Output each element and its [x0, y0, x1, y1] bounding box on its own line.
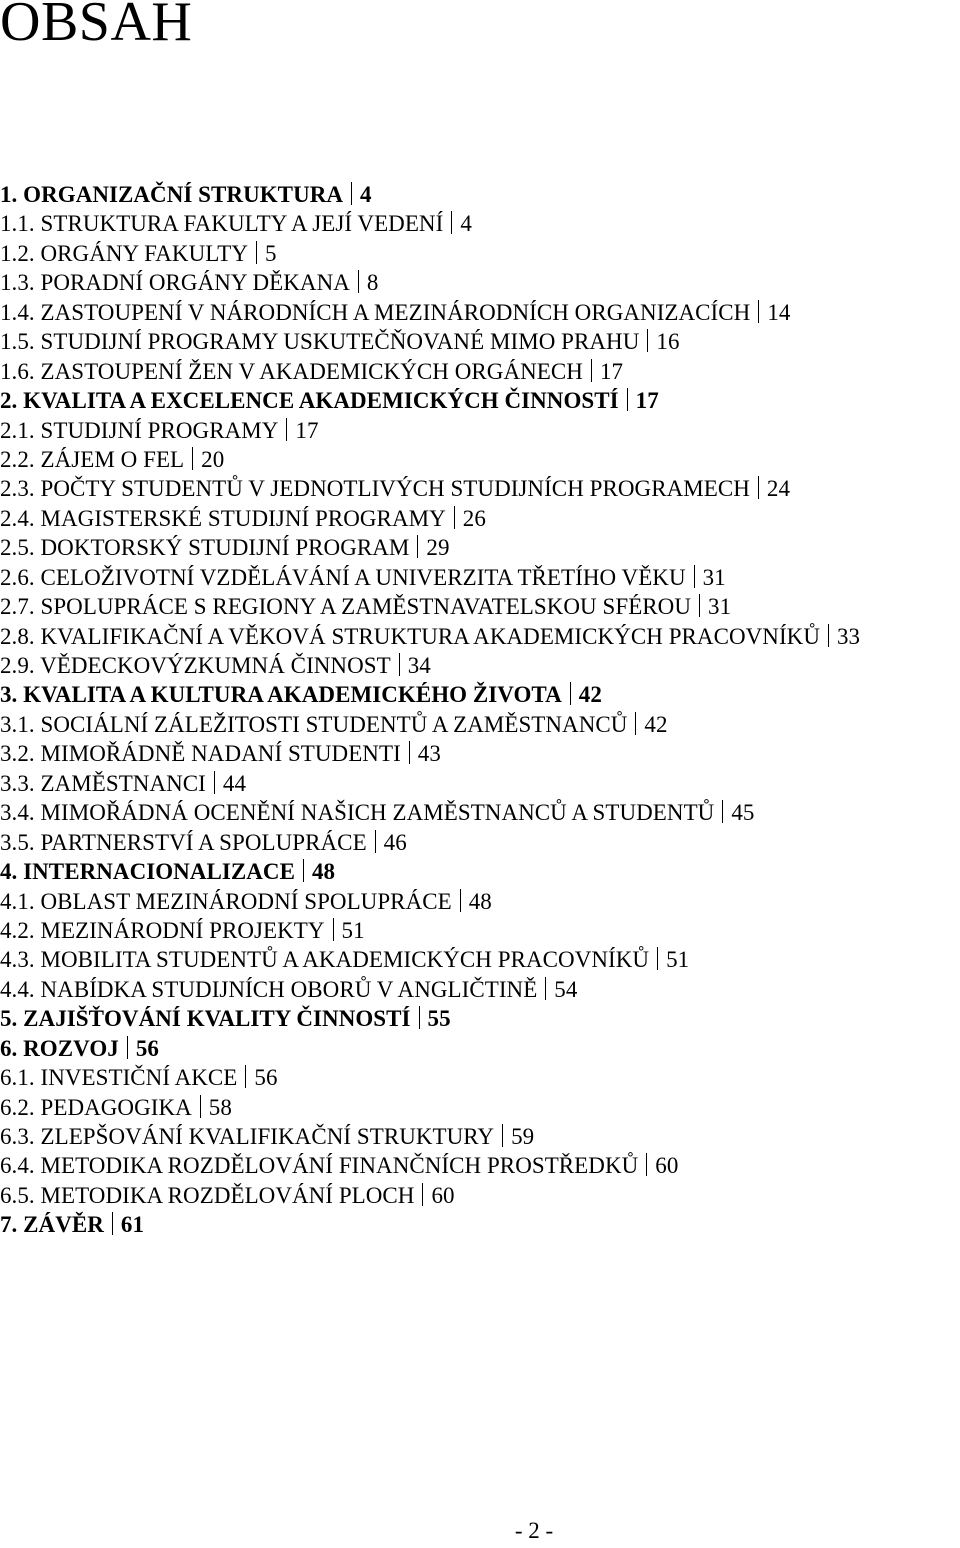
- toc-section-entry[interactable]: [0, 268, 960, 297]
- toc-section-entry[interactable]: [0, 798, 960, 827]
- table-of-contents: [0, 180, 960, 1240]
- toc-page-number: 17: [635, 388, 659, 414]
- toc-separator: [646, 1153, 647, 1176]
- toc-separator: [112, 1212, 113, 1235]
- toc-entry-label: 3.2. MIMOŘÁDNĚ NADANÍ STUDENTI: [0, 741, 401, 767]
- toc-entry-label: 4. INTERNACIONALIZACE: [0, 859, 295, 885]
- toc-entry-label: 1.2. ORGÁNY FAKULTY: [0, 240, 248, 266]
- toc-section-entry[interactable]: [0, 1063, 960, 1092]
- toc-separator: [502, 1124, 503, 1147]
- toc-page-number: 4: [460, 211, 472, 237]
- toc-separator: [214, 771, 215, 794]
- toc-separator: [828, 624, 829, 647]
- toc-page-number: 31: [708, 594, 732, 620]
- toc-entry-label: 7. ZÁVĚR: [0, 1212, 104, 1238]
- toc-section-entry[interactable]: [0, 622, 960, 651]
- toc-entry-label: 2.9. VĚDECKOVÝZKUMNÁ ČINNOST: [0, 653, 391, 678]
- toc-entry-label: 2.4. MAGISTERSKÉ STUDIJNÍ PROGRAMY: [0, 505, 446, 531]
- toc-section-entry[interactable]: [0, 1181, 960, 1210]
- toc-entry-label: 2. KVALITA A EXCELENCE AKADEMICKÝCH ČINNOSTÍ: [0, 388, 619, 414]
- toc-page-number: 42: [644, 711, 668, 737]
- toc-entry-label: 4.2. MEZINÁRODNÍ PROJEKTY: [0, 917, 325, 943]
- toc-section-entry[interactable]: [0, 1093, 960, 1122]
- toc-separator: [422, 1183, 423, 1206]
- toc-entry-label: 3.5. PARTNERSTVÍ A SPOLUPRÁCE: [0, 829, 367, 855]
- toc-separator: [694, 565, 695, 588]
- toc-page-number: 45: [731, 800, 755, 826]
- toc-separator: [303, 859, 304, 882]
- toc-section-entry[interactable]: [0, 239, 960, 268]
- toc-page-number: 14: [767, 299, 791, 325]
- toc-entry-label: 4.3. MOBILITA STUDENTŮ A AKADEMICKÝCH PRACOVNÍKŮ: [0, 947, 650, 973]
- toc-entry-label: 2.2. ZÁJEM O FEL: [0, 446, 185, 472]
- toc-separator: [758, 300, 759, 323]
- toc-section-entry[interactable]: [0, 533, 960, 562]
- toc-chapter-entry[interactable]: [0, 1004, 960, 1033]
- toc-separator: [657, 947, 658, 970]
- toc-entry-label: 1.1. STRUKTURA FAKULTY A JEJÍ VEDENÍ: [0, 211, 444, 237]
- toc-section-entry[interactable]: [0, 769, 960, 798]
- toc-entry-label: 6.2. PEDAGOGIKA: [0, 1094, 192, 1120]
- toc-entry-label: 6.3. ZLEPŠOVÁNÍ KVALIFIKAČNÍ STRUKTURY: [0, 1124, 495, 1149]
- toc-section-entry[interactable]: [0, 828, 960, 857]
- toc-separator: [409, 741, 410, 764]
- toc-separator: [333, 918, 334, 941]
- toc-entry-label: 2.5. DOKTORSKÝ STUDIJNÍ PROGRAM: [0, 535, 410, 561]
- toc-chapter-entry[interactable]: [0, 386, 960, 415]
- toc-page-number: 16: [656, 329, 680, 355]
- toc-page-number: 17: [295, 417, 319, 443]
- toc-section-entry[interactable]: [0, 209, 960, 238]
- toc-separator: [454, 506, 455, 529]
- page-title: OBSAH: [0, 0, 193, 53]
- toc-page-number: 34: [407, 653, 431, 678]
- toc-entry-label: 1.5. STUDIJNÍ PROGRAMY USKUTEČŇOVANÉ MIMO PRAHU: [0, 329, 640, 355]
- toc-separator: [699, 594, 700, 617]
- toc-page-number: 48: [312, 859, 336, 885]
- toc-entry-label: 2.8. KVALIFIKAČNÍ A VĚKOVÁ STRUKTURA AKADEMICKÝCH PRACOVNÍKŮ: [0, 623, 820, 649]
- toc-entry-label: 1.3. PORADNÍ ORGÁNY DĚKANA: [0, 270, 350, 296]
- toc-page-number: 31: [702, 564, 726, 590]
- toc-page-number: 60: [431, 1182, 455, 1208]
- toc-section-entry[interactable]: [0, 474, 960, 503]
- toc-entry-label: 6.5. METODIKA ROZDĚLOVÁNÍ PLOCH: [0, 1182, 415, 1208]
- toc-separator: [245, 1065, 246, 1088]
- toc-page-number: 5: [265, 240, 277, 266]
- toc-entry-label: 6.1. INVESTIČNÍ AKCE: [0, 1065, 238, 1091]
- toc-page-number: 56: [254, 1065, 278, 1091]
- toc-separator: [256, 241, 257, 264]
- toc-entry-label: 1.4. ZASTOUPENÍ V NÁRODNÍCH A MEZINÁRODNÍCH ORGANIZACÍCH: [0, 299, 751, 325]
- toc-entry-label: 1.6. ZASTOUPENÍ ŽEN V AKADEMICKÝCH ORGÁNECH: [0, 358, 583, 384]
- toc-page-number: 33: [836, 623, 861, 649]
- toc-section-entry[interactable]: [0, 651, 960, 680]
- toc-page-number: 54: [554, 976, 578, 1002]
- toc-separator: [419, 1006, 420, 1029]
- toc-page-number: 56: [135, 1035, 159, 1061]
- toc-section-entry[interactable]: [0, 975, 960, 1004]
- toc-separator: [399, 653, 400, 676]
- toc-entry-label: 4.1. OBLAST MEZINÁRODNÍ SPOLUPRÁCE: [0, 888, 452, 914]
- toc-section-entry[interactable]: [0, 327, 960, 356]
- toc-separator: [358, 270, 359, 293]
- toc-section-entry[interactable]: [0, 357, 960, 386]
- toc-section-entry[interactable]: [0, 887, 960, 916]
- toc-entry-label: 4.4. NABÍDKA STUDIJNÍCH OBORŮ V ANGLIČTINĚ: [0, 976, 538, 1002]
- toc-page-number: 8: [366, 270, 379, 296]
- toc-chapter-entry[interactable]: [0, 180, 960, 209]
- toc-section-entry[interactable]: [0, 1151, 960, 1180]
- toc-page-number: 24: [766, 476, 791, 502]
- toc-page-number: 51: [341, 917, 365, 943]
- toc-page-number: 60: [655, 1153, 679, 1179]
- toc-page-number: 51: [666, 947, 690, 973]
- toc-entry-label: 2.7. SPOLUPRÁCE S REGIONY A ZAMĚSTNAVATELSKOU SFÉROU: [0, 594, 692, 620]
- toc-section-entry[interactable]: [0, 445, 960, 474]
- toc-chapter-entry[interactable]: [0, 1034, 960, 1063]
- toc-section-entry[interactable]: [0, 298, 960, 327]
- toc-separator: [635, 712, 636, 735]
- toc-separator: [451, 211, 452, 234]
- toc-separator: [647, 329, 648, 352]
- toc-separator: [460, 889, 461, 912]
- toc-page-number: 43: [417, 741, 441, 767]
- toc-section-entry[interactable]: [0, 945, 960, 974]
- toc-section-entry[interactable]: [0, 1122, 960, 1151]
- toc-entry-label: 3.3. ZAMĚSTNANCI: [0, 770, 206, 796]
- toc-separator: [286, 418, 287, 441]
- toc-chapter-entry[interactable]: [0, 680, 960, 709]
- toc-entry-label: 1. ORGANIZAČNÍ STRUKTURA: [0, 182, 344, 207]
- toc-chapter-entry[interactable]: [0, 857, 960, 886]
- toc-entry-label: 3. KVALITA A KULTURA AKADEMICKÉHO ŽIVOTA: [0, 682, 562, 708]
- toc-separator: [192, 447, 193, 470]
- toc-section-entry[interactable]: [0, 739, 960, 768]
- toc-separator: [351, 182, 352, 205]
- toc-separator: [375, 830, 376, 853]
- toc-page-number: 58: [208, 1094, 232, 1120]
- toc-page-number: 61: [120, 1212, 145, 1238]
- toc-page-number: 4: [360, 182, 372, 207]
- toc-separator: [200, 1095, 201, 1118]
- toc-page-number: 48: [468, 888, 492, 914]
- toc-page-number: 44: [222, 770, 246, 796]
- toc-page-number: 17: [599, 358, 624, 384]
- toc-entry-label: 3.4. MIMOŘÁDNÁ OCENĚNÍ NAŠICH ZAMĚSTNANCŮ A STUDENTŮ: [0, 800, 715, 826]
- toc-section-entry[interactable]: [0, 504, 960, 533]
- toc-page-number: 59: [511, 1124, 535, 1149]
- toc-separator: [127, 1036, 128, 1059]
- toc-separator: [570, 682, 571, 705]
- toc-page-number: 29: [426, 535, 450, 561]
- toc-chapter-entry[interactable]: [0, 1210, 960, 1239]
- toc-separator: [758, 476, 759, 499]
- toc-entry-label: 6.4. METODIKA ROZDĚLOVÁNÍ FINANČNÍCH PROSTŘEDKŮ: [0, 1153, 639, 1179]
- toc-separator: [591, 359, 592, 382]
- toc-section-entry[interactable]: [0, 563, 960, 592]
- toc-section-entry[interactable]: [0, 416, 960, 445]
- toc-separator: [417, 535, 418, 558]
- toc-separator: [545, 977, 546, 1000]
- toc-section-entry[interactable]: [0, 710, 960, 739]
- toc-page-number: 20: [201, 446, 225, 472]
- toc-page-number: 26: [462, 505, 486, 531]
- page-number: - 2 -: [514, 1518, 554, 1543]
- toc-section-entry[interactable]: [0, 916, 960, 945]
- toc-entry-label: 6. ROZVOJ: [0, 1035, 119, 1061]
- toc-separator: [722, 800, 723, 823]
- toc-entry-label: 3.1. SOCIÁLNÍ ZÁLEŽITOSTI STUDENTŮ A ZAMĚSTNANCŮ: [0, 711, 628, 737]
- toc-separator: [627, 388, 628, 411]
- toc-entry-label: 2.1. STUDIJNÍ PROGRAMY: [0, 417, 279, 443]
- toc-entry-label: 2.3. POČTY STUDENTŮ V JEDNOTLIVÝCH STUDIJNÍCH PROGRAMECH: [0, 476, 750, 502]
- toc-page-number: 46: [383, 829, 407, 855]
- toc-entry-label: 2.6. CELOŽIVOTNÍ VZDĚLÁVÁNÍ A UNIVERZITA TŘETÍHO VĚKU: [0, 564, 686, 590]
- toc-page-number: 55: [427, 1006, 451, 1032]
- toc-section-entry[interactable]: [0, 592, 960, 621]
- toc-entry-label: 5. ZAJIŠŤOVÁNÍ KVALITY ČINNOSTÍ: [0, 1006, 411, 1032]
- toc-page-number: 42: [578, 682, 602, 708]
